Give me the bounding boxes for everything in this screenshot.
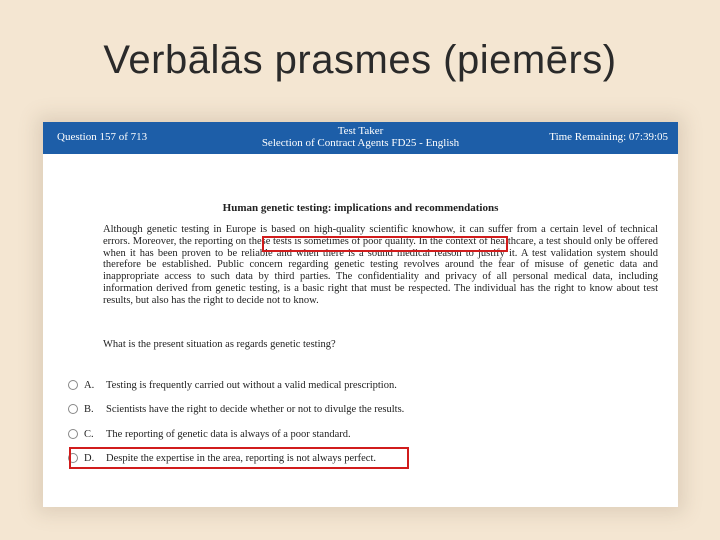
answer-highlight-box [69,447,409,469]
option-b[interactable] [68,402,404,416]
option-letter: A. [84,379,95,391]
slide-title: Verbālās prasmes (piemērs) [103,38,617,82]
test-name: Selection of Contract Agents FD25 - English [261,137,460,149]
option-letter: B. [84,403,94,415]
passage-highlight-box [262,236,508,252]
option-text: Despite the expertise in the area, reporting is not always perfect. [106,452,376,464]
option-text: Testing is frequently carried out without a valid medical prescription. [106,379,397,391]
radio-icon[interactable] [68,429,78,439]
option-a[interactable] [68,378,397,392]
option-text: Scientists have the right to decide whether or not to divulge the results. [106,403,405,415]
time-remaining: Time Remaining: 07:39:05 [549,131,668,143]
option-text: The reporting of genetic data is always of a poor standard. [106,428,351,440]
radio-icon[interactable] [68,380,78,390]
passage-text: Although genetic testing in Europe is based on high-quality scientific knowhow, it can suffer from a certain level of technical errors. Moreover, the reporting on these tests is sometimes of poor quality. In the context of healthcare, a test should only be offered when it has been proven to be reliable and when there is a sound medical reason to justify it. A test validation system should therefore be established. Public concern regarding genetic testing revolves around the fear of misuse of genetic data and inappropriate access to such data by third parties. The confidentiality and privacy of all personal medical data, including information derived from genetic testing, is a basic right that must be respected. The individual has the right to know about test results, but also has the right to decide not to know. [103,224,658,306]
option-c[interactable] [68,427,351,441]
option-letter: C. [84,428,94,440]
app-title: Test Taker [337,125,384,137]
option-letter: D. [84,452,95,464]
test-window [43,122,678,507]
header-bar [43,122,678,154]
passage-title: Human genetic testing: implications and recommendations [222,202,499,214]
question-text: What is the present situation as regards genetic testing? [103,339,336,350]
radio-icon[interactable] [68,404,78,414]
question-counter: Question 157 of 713 [57,131,148,143]
